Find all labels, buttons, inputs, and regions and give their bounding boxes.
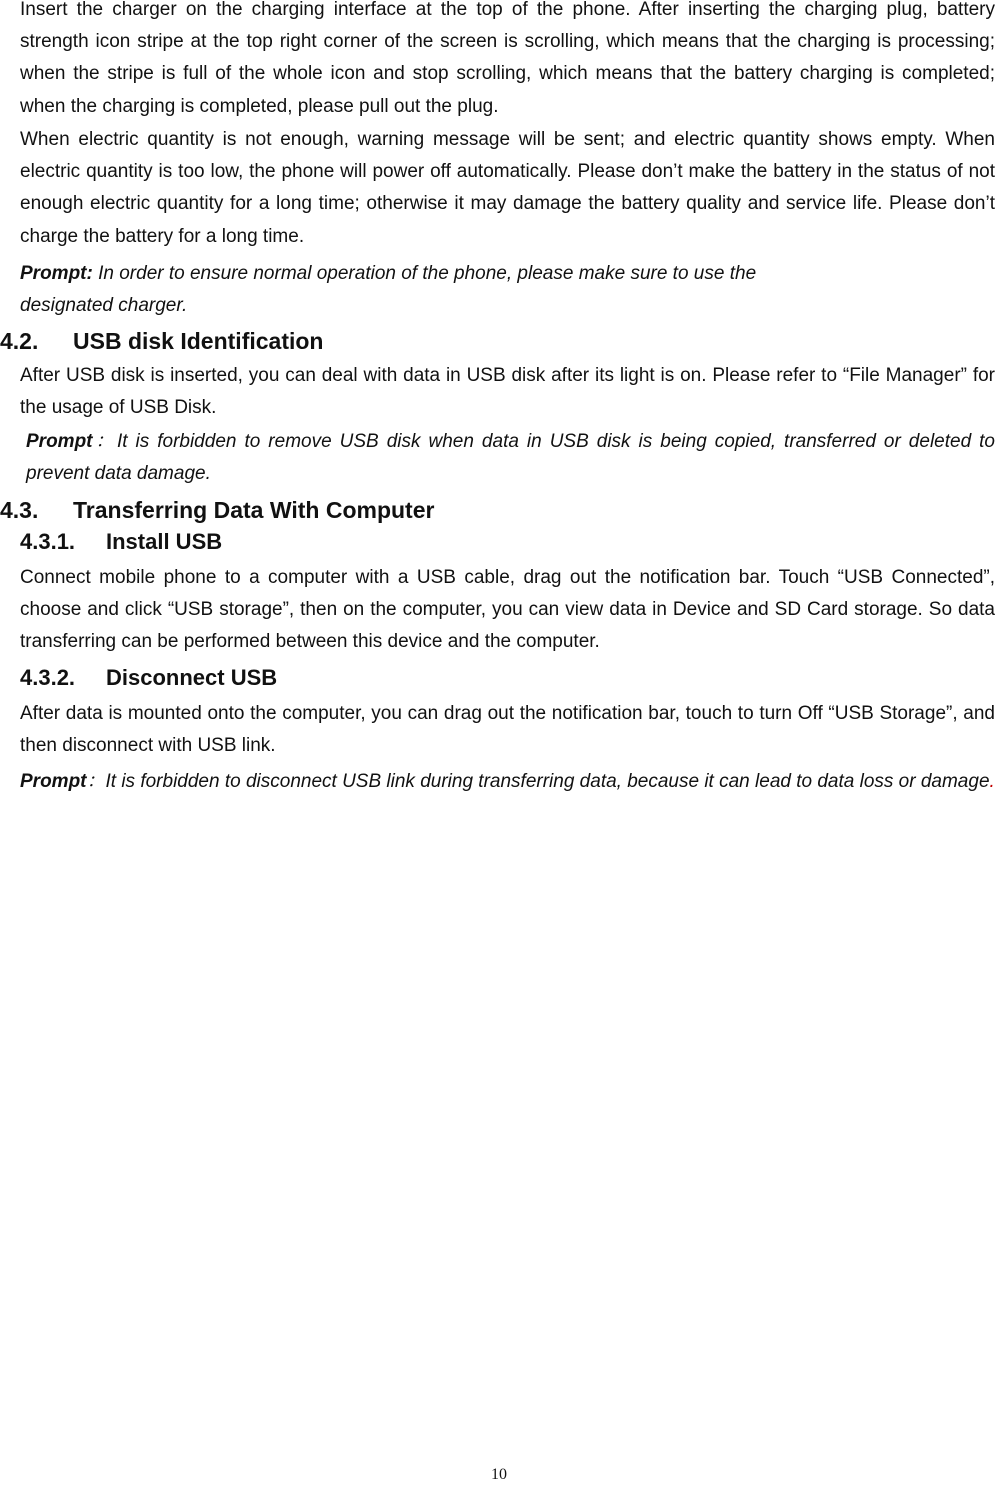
heading-transferring-data (0, 495, 434, 525)
heading-usb-disk (0, 326, 323, 356)
prompt-label: Prompt (20, 771, 87, 792)
heading-install-usb (20, 527, 222, 557)
heading-title: Install USB (106, 529, 223, 554)
prompt-text: ：It is forbidden to remove USB disk when data in USB disk is being copied, transferred or deleted to prevent data damage. (26, 431, 995, 485)
heading-title: Transferring Data With Computer (73, 497, 435, 523)
prompt-period: . (989, 771, 995, 792)
heading-number: 4.2. (0, 328, 39, 354)
prompt-text-line2: designated charger. (20, 295, 188, 317)
prompt-disconnect-usb (20, 766, 995, 798)
prompt-charger (20, 258, 995, 322)
heading-title: Disconnect USB (106, 665, 278, 690)
prompt-text: ：It is forbidden to disconnect USB link during transferring data, because it can lead to data loss or damage (86, 771, 990, 792)
heading-title: USB disk Identification (73, 328, 324, 354)
heading-number: 4.3. (0, 497, 39, 523)
heading-number: 4.3.1. (20, 529, 76, 554)
paragraph-disconnect-usb: After data is mounted onto the computer, you can drag out the notification bar, touch to turn Off “USB Storage”, and then disconnect with USB link. (20, 703, 995, 757)
prompt-label: Prompt: (20, 263, 93, 284)
heading-number: 4.3.2. (20, 665, 76, 690)
paragraph-low-battery: When electric quantity is not enough, warning message will be sent; and electric quantity shows empty. When electric quantity is too low, the phone will power off automatically. Please don’t make the battery in the status of not enough electric quantity for a long time; otherwise it may damage the battery quality and service life. Please don’t charge the battery for a long time. (20, 129, 995, 247)
heading-disconnect-usb (20, 663, 277, 693)
prompt-label: Prompt (26, 431, 93, 452)
paragraph-usb-disk: After USB disk is inserted, you can deal with data in USB disk after its light is on. Please refer to “File Manager” for the usage of USB Disk. (20, 365, 995, 419)
paragraph-install-usb: Connect mobile phone to a computer with a USB cable, drag out the notification bar. Touch “USB Connected”, choose and click “USB storage”, then on the computer, you can view data in Device and SD Card storage. So data transferring can be performed between this device and the computer. (20, 567, 995, 653)
paragraph-charging: Insert the charger on the charging interface at the top of the phone. After inserting the charging plug, battery strength icon stripe at the top right corner of the screen is scrolling, which means that the charging is processing; when the stripe is full of the whole icon and stop scrolling, which means that the battery charging is completed; when the charging is completed, please pull out the plug. (20, 0, 995, 117)
prompt-text: In order to ensure normal operation of the phone, please make sure to use the (92, 263, 757, 284)
prompt-usb-disk (26, 426, 995, 490)
page-number: 10 (491, 1466, 507, 1483)
